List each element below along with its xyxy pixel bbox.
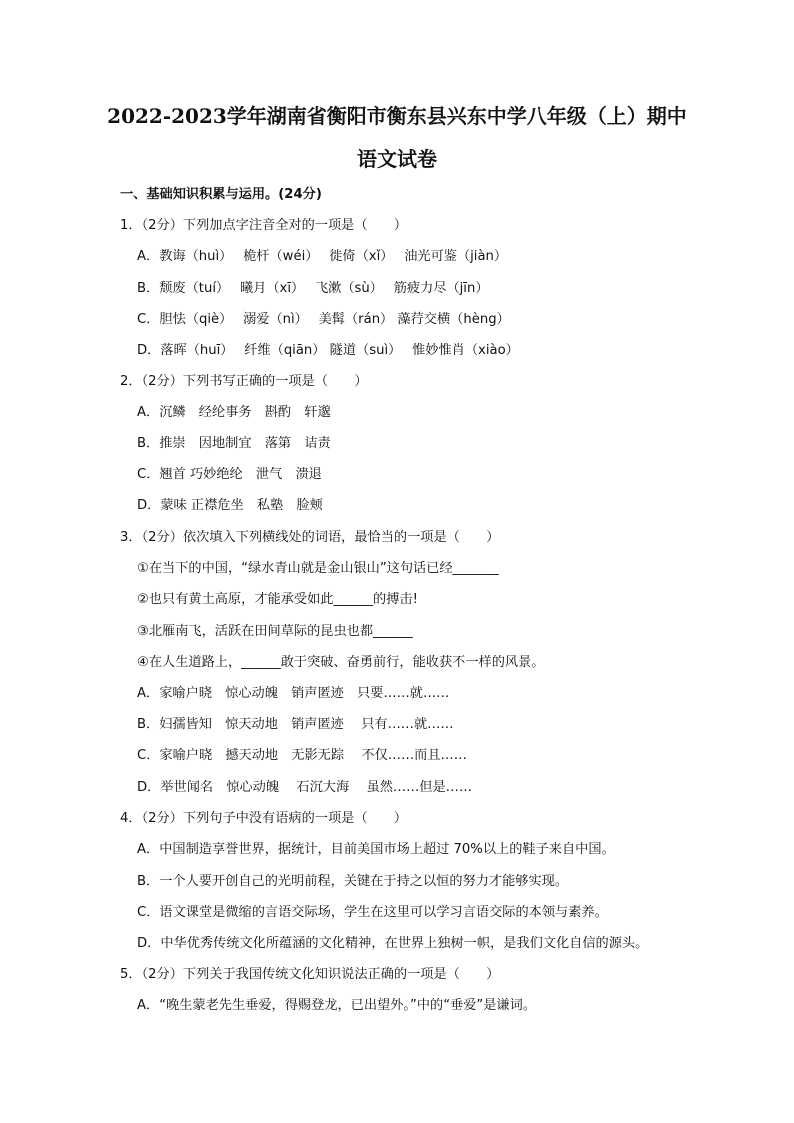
question-4-option-b: B．一个人要开创自己的光明前程，关键在于持之以恒的努力才能够实现。 — [137, 874, 569, 889]
question-1-stem: 1．（2分）下列加点字注音全对的一项是（ ） — [120, 218, 408, 233]
question-3-sentence-4: ④在人生道路上，______敢于突破、奋勇前行，能收获不一样的风景。 — [137, 655, 545, 670]
question-5-option-a: A．“晚生蒙老先生垂爱，得赐登龙，已出望外。”中的“垂爱”是谦词。 — [137, 998, 536, 1013]
question-3-stem: 3．（2分）依次填入下列横线处的词语，最恰当的一项是（ ） — [120, 530, 500, 545]
question-2-stem: 2．（2分）下列书写正确的一项是（ ） — [120, 374, 368, 389]
section-heading: 一、基础知识积累与运用。(24分) — [120, 187, 322, 202]
question-4-stem: 4．（2分）下列句子中没有语病的一项是（ ） — [120, 811, 408, 826]
question-4-option-d: D．中华优秀传统文化所蕴涵的文化精神，在世界上独树一帜，是我们文化自信的源头。 — [137, 936, 649, 951]
question-2-option-c: C．翘首 巧妙绝纶 泄气 溃退 — [137, 467, 322, 482]
question-2-option-b: B．推崇 因地制宜 落第 诘责 — [137, 436, 331, 451]
question-2-option-d: D．蒙味 正襟危坐 私塾 脸颊 — [137, 498, 323, 513]
exam-title-line-1: 2022-2023学年湖南省衡阳市衡东县兴东中学八年级（上）期中 — [107, 104, 687, 128]
question-1-option-d: D．落晖（huī） 纤维（qiān） 隧道（suì） 惟妙惟肖（xiào） — [137, 343, 519, 358]
question-1-option-c: C．胆怯（qiè） 溺爱（nì） 美髯（rán） 藻荇交横（hèng） — [137, 312, 510, 327]
question-1-option-b: B．颓废（tuí） 曦月（xī） 飞漱（sù） 筋疲力尽（jīn） — [137, 281, 489, 296]
question-3-option-c: C．家喻户晓 撼天动地 无影无踪 不仅……而且…… — [137, 748, 467, 763]
question-5-stem: 5．（2分）下列关于我国传统文化知识说法正确的一项是（ ） — [120, 967, 500, 982]
question-3-option-d: D．举世闻名 惊心动魄 石沉大海 虽然……但是…… — [137, 780, 473, 795]
question-3-option-b: B．妇孺皆知 惊天动地 销声匿迹 只有……就…… — [137, 717, 454, 732]
question-4-option-c: C．语文课堂是微缩的言语交际场，学生在这里可以学习言语交际的本领与素养。 — [137, 905, 608, 920]
question-2-option-a: A．沉鳞 经纶事务 斟酌 轩邈 — [137, 405, 331, 420]
question-3-sentence-2: ②也只有黄土高原，才能承受如此______的搏击! — [137, 592, 418, 607]
question-3-option-a: A．家喻户晓 惊心动魄 销声匿迹 只要……就…… — [137, 686, 450, 701]
question-4-option-a: A．中国制造享誉世界，据统计，目前美国市场上超过 70%以上的鞋子来自中国。 — [137, 842, 615, 857]
exam-title-line-2: 语文试卷 — [357, 147, 437, 171]
question-3-sentence-3: ③北雁南飞，活跃在田间草际的昆虫也都______ — [137, 624, 413, 639]
question-1-option-a: A．教诲（huì） 桅杆（wéi） 徙倚（xǐ） 油光可鉴（jiàn） — [137, 249, 508, 264]
question-3-sentence-1: ①在当下的中国，“绿水青山就是金山银山”这句话已经_______ — [137, 561, 499, 576]
